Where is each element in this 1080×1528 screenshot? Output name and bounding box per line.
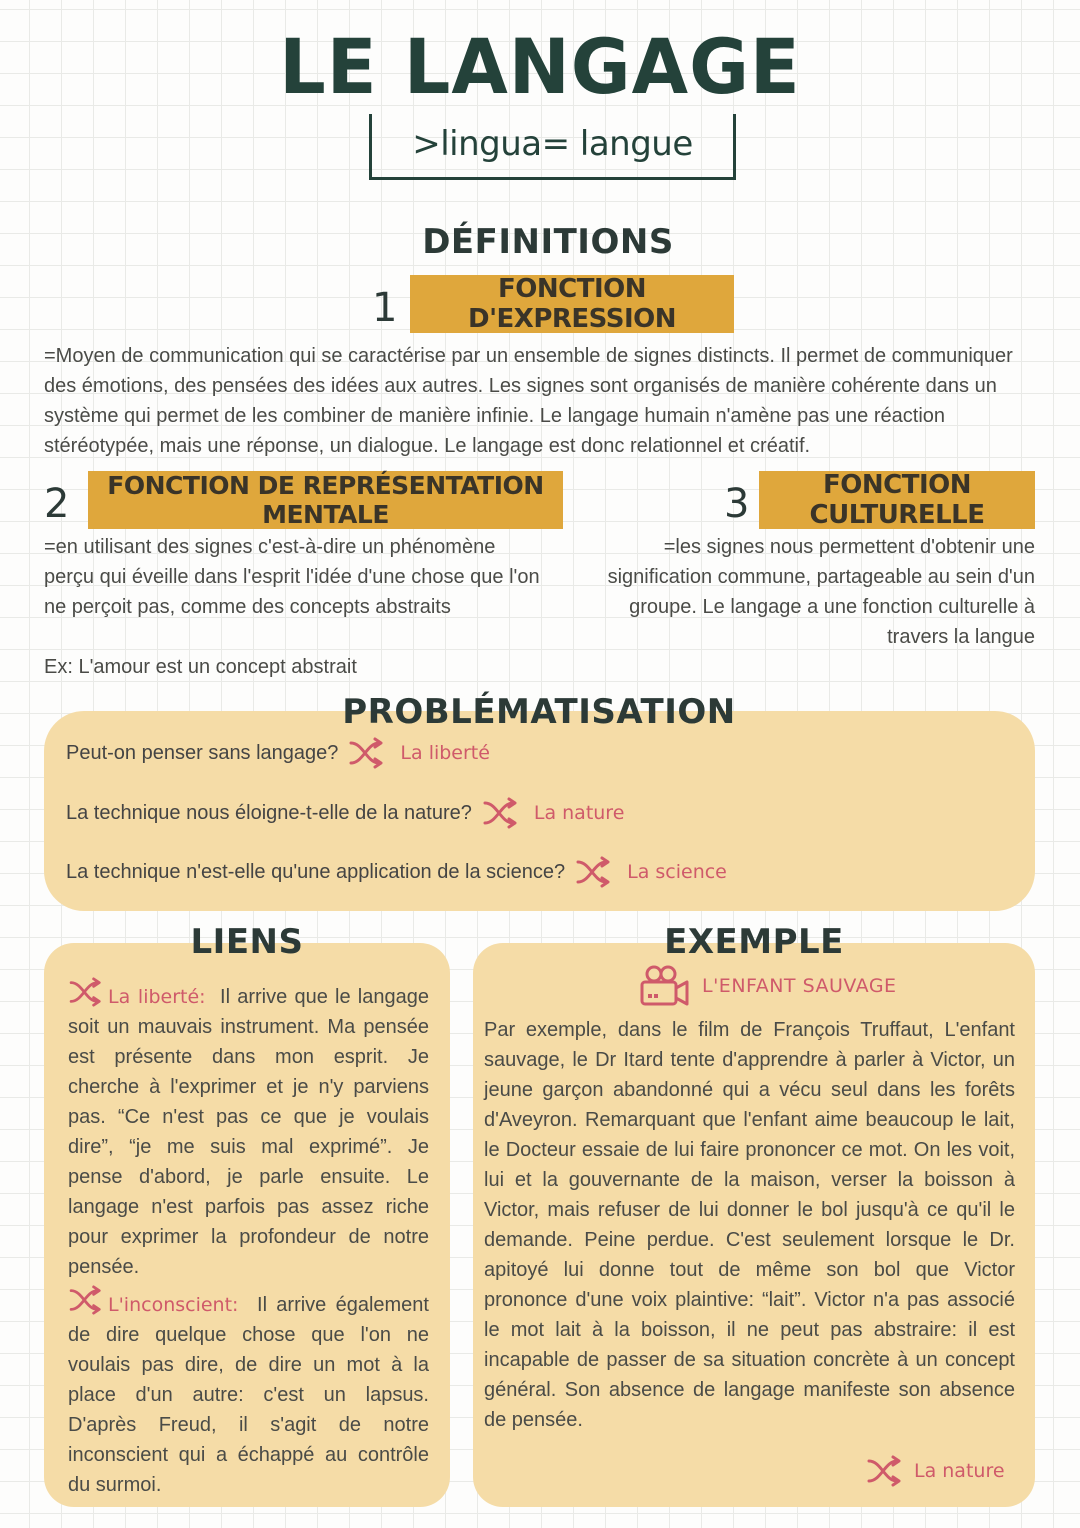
exemple-link-row [866, 1455, 1005, 1487]
question-link: La nature [533, 802, 625, 824]
etymology-box [369, 114, 736, 180]
function-1-label: FONCTION D'EXPRESSION [410, 275, 734, 333]
function-2-example: Ex: L'amour est un concept abstrait [44, 656, 357, 678]
liens-item-liberte [68, 977, 429, 1282]
question-row [66, 797, 624, 829]
shuffle-icon [348, 737, 390, 769]
function-2-number: 2 [44, 481, 70, 527]
definitions-heading: DÉFINITIONS [422, 222, 674, 262]
film-camera-icon [640, 964, 690, 1008]
function-1-number: 1 [372, 285, 398, 331]
question-row [66, 856, 727, 888]
shuffle-icon [68, 977, 108, 1007]
question-link: La science [627, 861, 727, 883]
liens-item-title: L'inconscient: [108, 1294, 239, 1316]
liens-item-text: Il arrive que le langage soit un mauvais instrument. Ma pensée est présente dans mon esprit. Je cherche à l'exprimer et je n'y parviens pas. “Ce n'est pas ce que je voulais dire”, “je me suis mal exprimé”. Je pense d'abord, je parle ensuite. Le langage n'est parfois pas assez riche pour exprimer la profondeur de notre pensée. [68, 986, 429, 1278]
shuffle-icon [482, 797, 524, 829]
function-2-label: FONCTION DE REPRÉSENTATION MENTALE [88, 471, 563, 529]
question-row [66, 737, 490, 769]
shuffle-icon [575, 856, 617, 888]
film-title-row [640, 964, 897, 1008]
film-title: L'ENFANT SAUVAGE [702, 975, 897, 997]
function-3-text: =les signes nous permettent d'obtenir une signification commune, partageable au sein d'un groupe. Le langage a une fonction culturelle à travers la langue [607, 536, 1035, 648]
exemple-link: La nature [914, 1460, 1005, 1482]
question-link: La liberté [400, 742, 490, 764]
shuffle-icon [866, 1455, 908, 1487]
exemple-text: Par exemple, dans le film de François Truffaut, L'enfant sauvage, le Dr Itard tente d'apprendre à parler à Victor, un jeune garçon abandonné qui a vécu seul dans les forêts d'Aveyron. Remarquant que l'enfant aime beaucoup le lait, le Docteur essaie de lui faire prononcer ce mot. On les voit, lui et la gouvernante de la maison, verser la boisson à Victor, mais refuser de lui donner le bol jusqu'à ce qu'il le demande. Peine perdue. C'est seulement lorsque le Dr. apitoyé lui donne tout de même son bol que Victor prononce d'une voix plaintive: “lait”. Victor n'a pas associé le mot lait à la boisson, il ne peut pas abstraire: il est incapable de passer de sa situation concrète à un concept général. Son absence de langage manifeste son absence de pensée. [484, 1019, 1015, 1431]
liens-item-text: Il arrive également de dire quelque chose que l'on ne voulais pas dire, de dire un mot à la place d'un autre: c'est un lapsus. D'après Freud, il s'agit de notre inconscient qui a échappé au contrôle du surmoi. [68, 1294, 429, 1496]
etymology-text: >lingua= langue [412, 124, 693, 164]
question-text: Peut-on penser sans langage? [66, 741, 339, 764]
question-text: La technique n'est-elle qu'une application de la science? [66, 860, 566, 883]
page-title: LE LANGAGE [279, 22, 801, 111]
function-3-label: FONCTION CULTURELLE [759, 471, 1035, 529]
function-2-text: =en utilisant des signes c'est-à-dire un phénomène perçu qui éveille dans l'esprit l'idée d'une chose que l'on ne perçoit pas, comme des concepts abstraits [44, 536, 540, 618]
problematisation-heading: PROBLÉMATISATION [342, 692, 736, 732]
liens-item-inconscient [68, 1285, 429, 1500]
function-3-number: 3 [724, 481, 750, 527]
liens-item-title: La liberté: [108, 986, 206, 1008]
liens-heading: LIENS [190, 922, 304, 962]
question-text: La technique nous éloigne-t-elle de la nature? [66, 801, 472, 824]
exemple-heading: EXEMPLE [664, 922, 844, 962]
shuffle-icon [68, 1285, 108, 1315]
function-1-text: =Moyen de communication qui se caractérise par un ensemble de signes distincts. Il permet de communiquer des émotions, des pensées des idées aux autres. Les signes sont organisés de manière cohérente dans un système qui permet de les combiner de manière infinie. Le langage humain n'amène pas une réaction stéréotypée, mais une réponse, un dialogue. Le langage est donc relationnel et créatif. [44, 345, 1013, 457]
